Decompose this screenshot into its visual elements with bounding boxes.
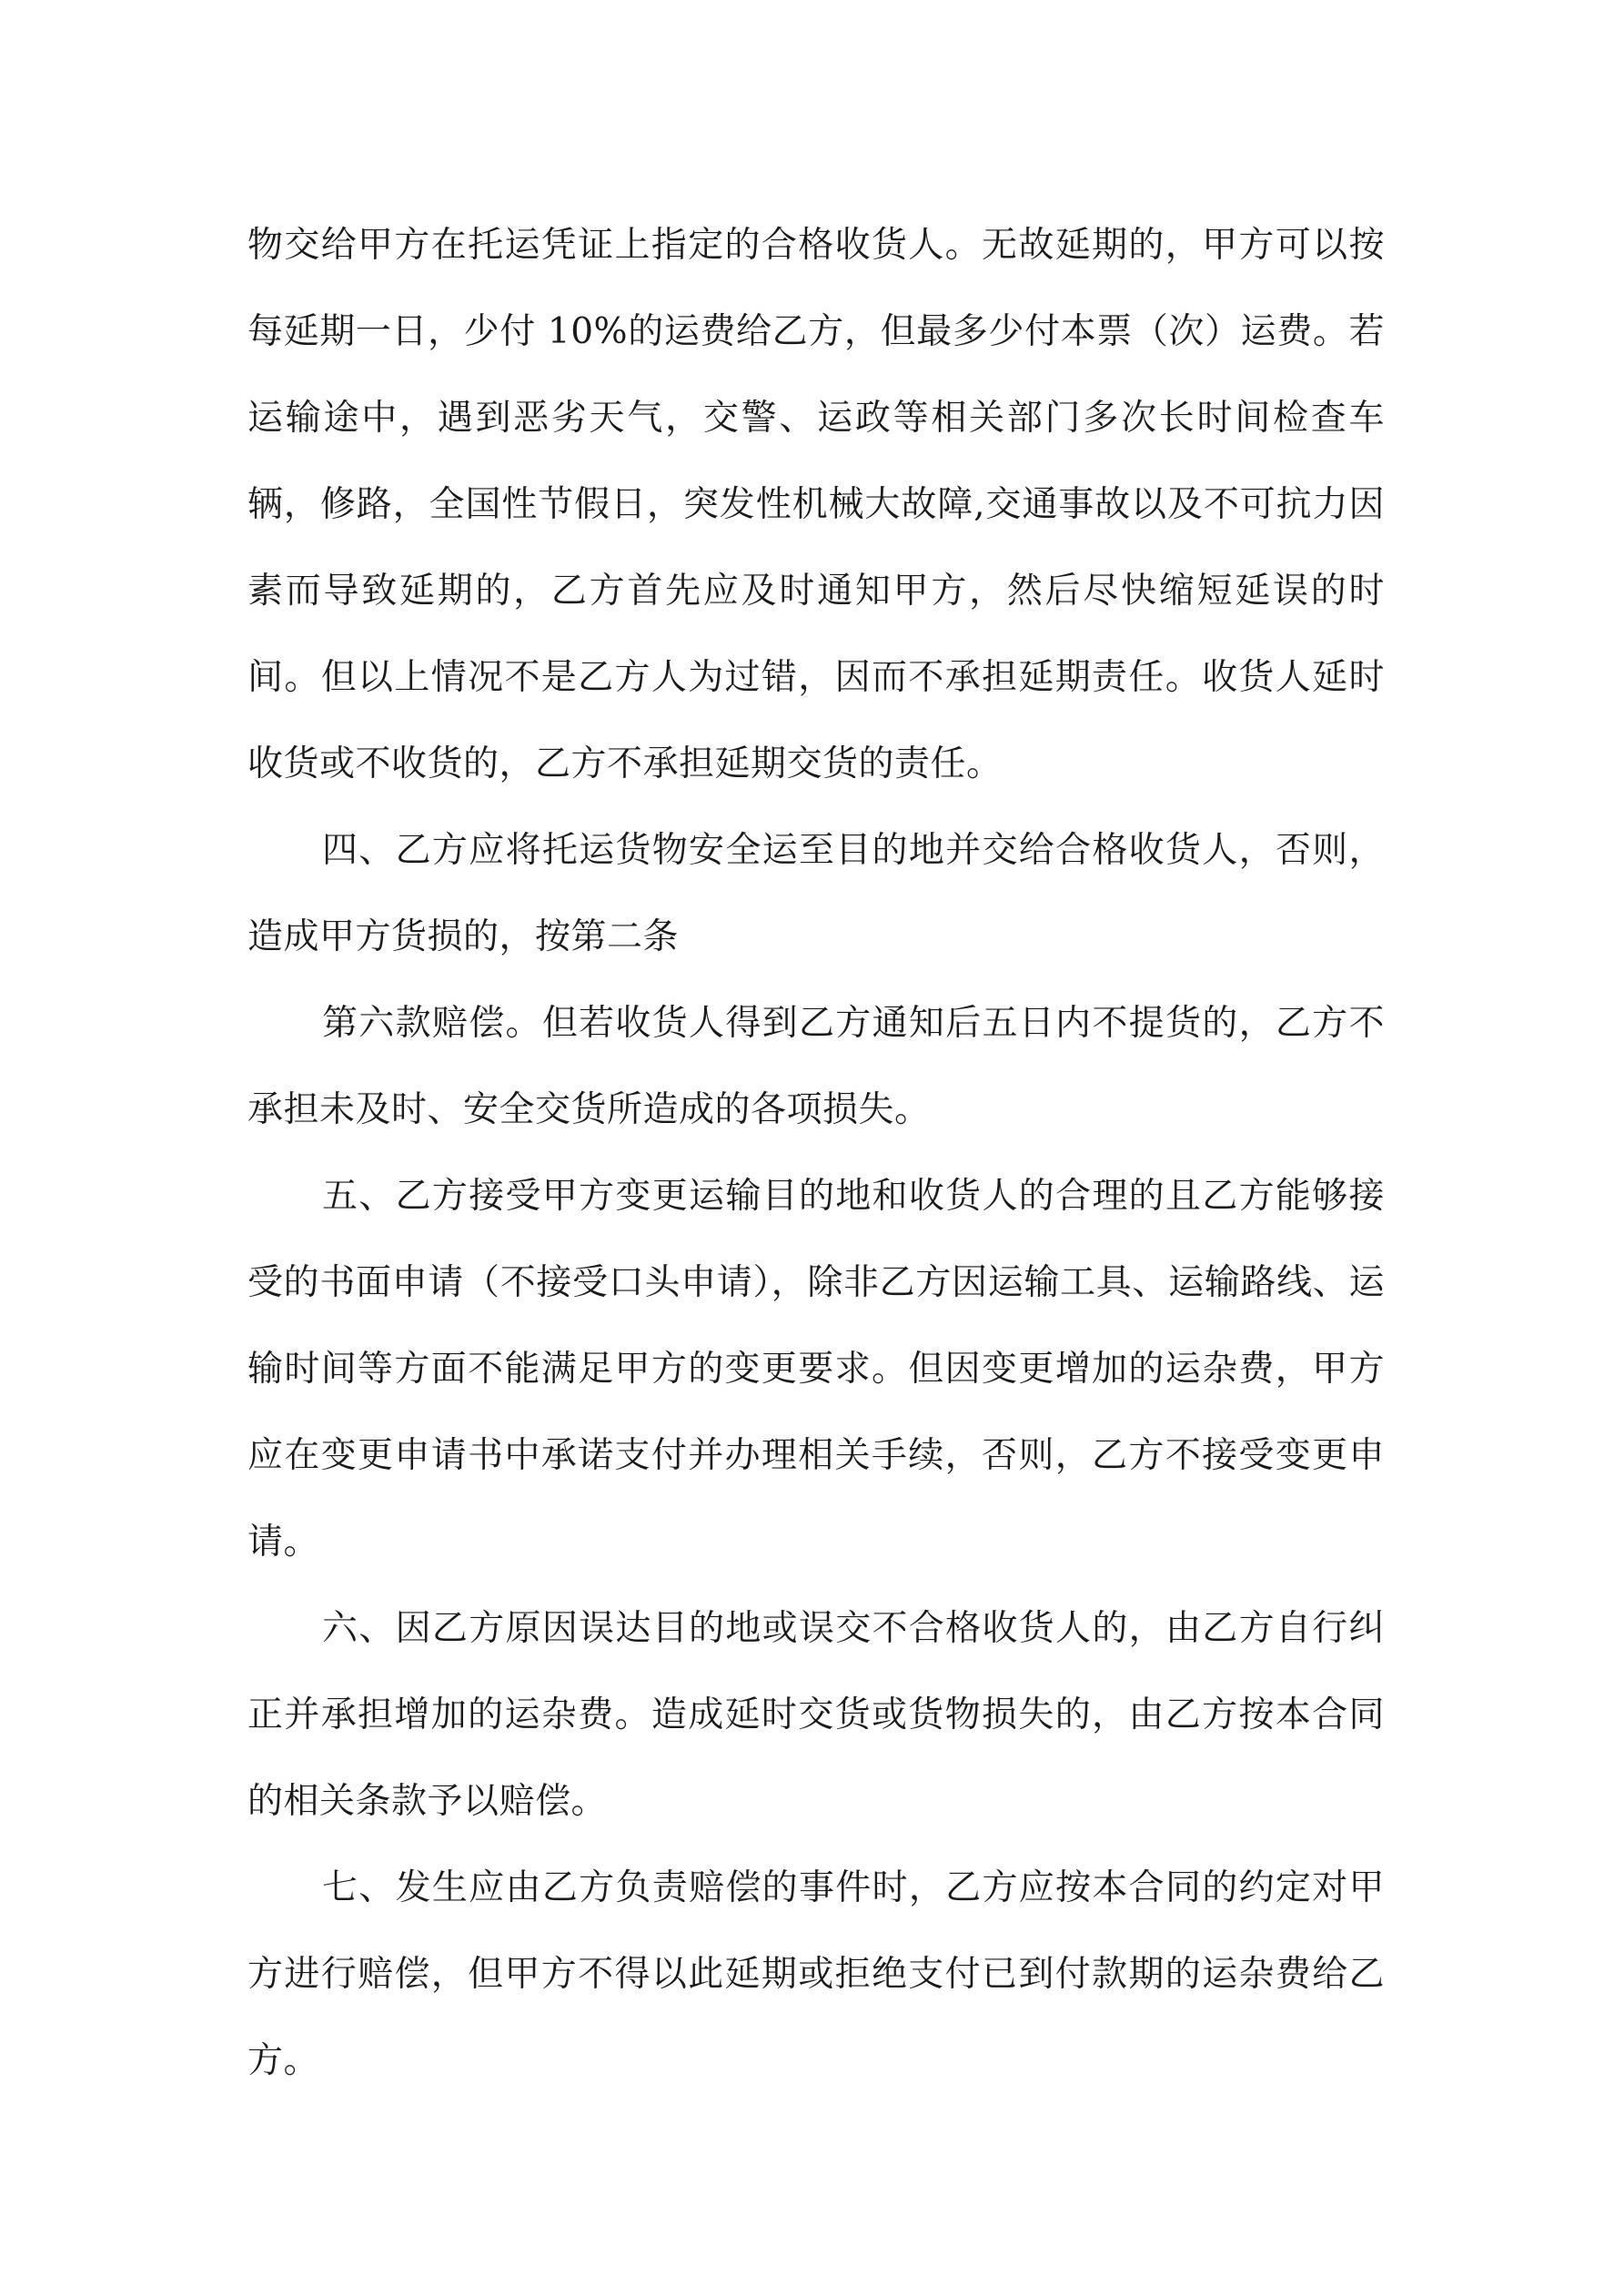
paragraph-clause-7: 七、发生应由乙方负责赔偿的事件时，乙方应按本合同的约定对甲方进行赔偿，但甲方不得以此延期或拒绝支付已到付款期的运杂费给乙方。: [247, 1867, 1385, 2081]
paragraph-clause-5: 五、乙方接受甲方变更运输目的地和收货人的合理的且乙方能够接受的书面申请（不接受口头申请），除非乙方因运输工具、运输路线、运输时间等方面不能满足甲方的变更要求。但因变更增加的运杂费，甲方应在变更申请书中承诺支付并办理相关手续，否则，乙方不接受变更申请。: [247, 1176, 1385, 1563]
paragraph-clause-4-continued: 第六款赔偿。但若收货人得到乙方通知后五日内不提货的，乙方不承担未及时、安全交货所造成的各项损失。: [247, 1003, 1385, 1130]
paragraph-clause-4: 四、乙方应将托运货物安全运至目的地并交给合格收货人，否则，造成甲方货损的，按第二条: [247, 830, 1385, 957]
document-body: [247, 0, 1385, 2104]
paragraph-clause-6: 六、因乙方原因误达目的地或误交不合格收货人的，由乙方自行纠正并承担增加的运杂费。造成延时交货或货物损失的，由乙方按本合同的相关条款予以赔偿。: [247, 1608, 1385, 1822]
paragraph-continuation-delay-terms: 物交给甲方在托运凭证上指定的合格收货人。无故延期的，甲方可以按每延期一日，少付 10%的运费给乙方，但最多少付本票（次）运费。若运输途中，遇到恶劣天气，交警、运政等相关部门多次长时间检查车辆，修路，全国性节假日，突发性机械大故障,交通事故以及不可抗力因素而导致延期的，乙方首先应及时通知甲方，然后尽快缩短延误的时间。但以上情况不是乙方人为过错，因而不承担延期责任。收货人延时收货或不收货的，乙方不承担延期交货的责任。: [247, 225, 1385, 784]
